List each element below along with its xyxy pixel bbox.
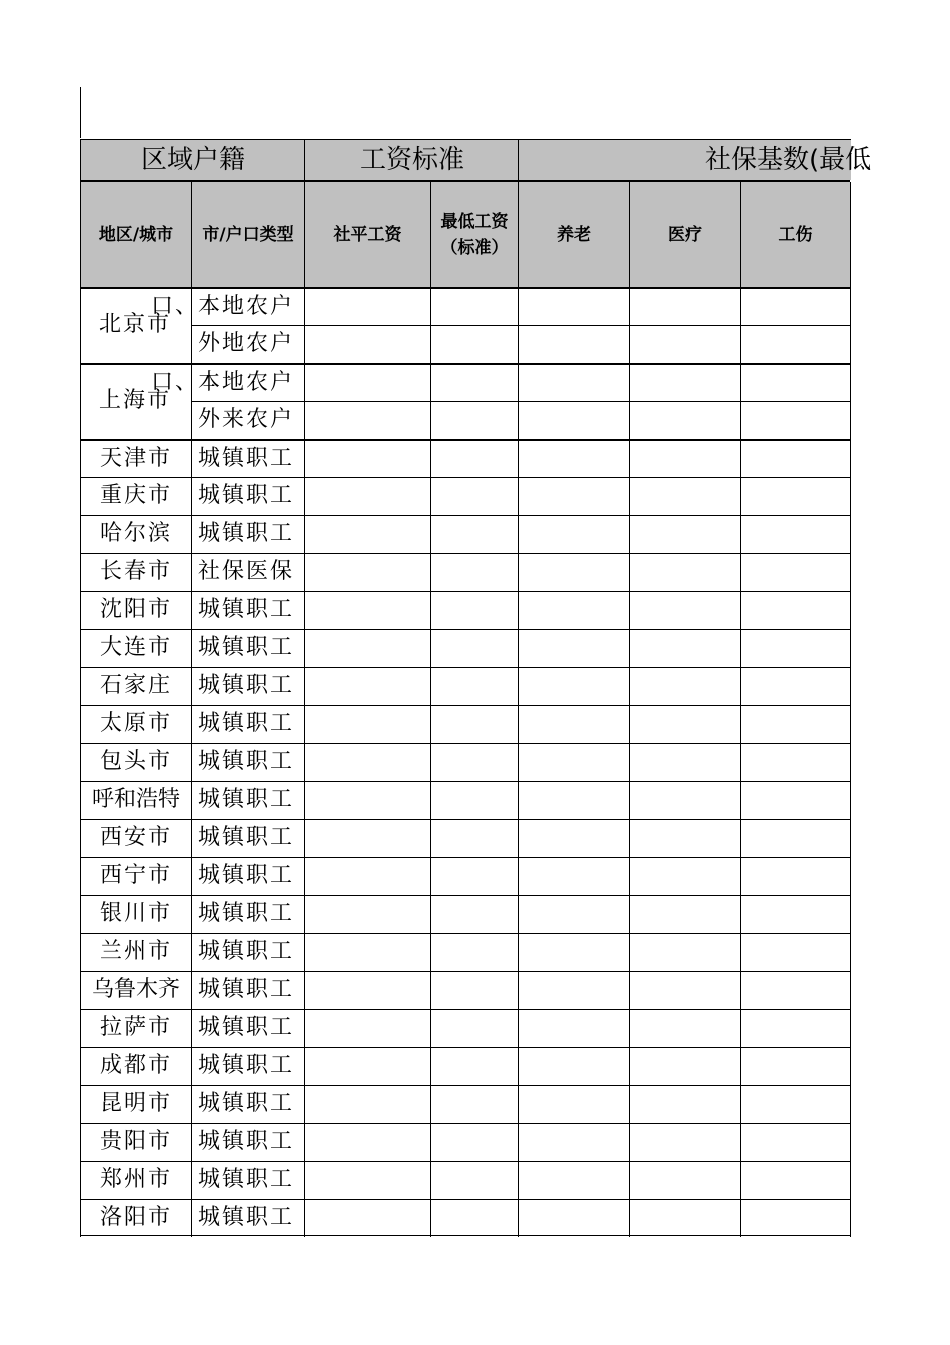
cell-avg-wage[interactable]: [304, 363, 430, 401]
cell-min-wage[interactable]: [430, 1085, 518, 1123]
cell-medical[interactable]: [629, 325, 740, 363]
cell-city[interactable]: 包头市: [80, 743, 191, 781]
cell-injury[interactable]: [740, 743, 851, 781]
cell-medical[interactable]: [629, 591, 740, 629]
cell-hukou-type[interactable]: 外来农户: [191, 401, 304, 439]
column-header-row: [80, 180, 850, 287]
table-row: [80, 819, 851, 857]
cell-injury[interactable]: [740, 629, 851, 667]
cell-injury[interactable]: [740, 325, 851, 363]
cell-injury[interactable]: [740, 1199, 851, 1237]
cell-hukou-type[interactable]: 城镇职工: [191, 705, 304, 743]
cell-min-wage[interactable]: [430, 1047, 518, 1085]
cell-city[interactable]: 洛阳市: [80, 1199, 191, 1237]
cell-hukou-type[interactable]: 外地农户: [191, 325, 304, 363]
cell-avg-wage[interactable]: [304, 1161, 430, 1199]
cell-avg-wage[interactable]: [304, 591, 430, 629]
group-header-social: [518, 139, 872, 180]
cell-avg-wage[interactable]: [304, 933, 430, 971]
cell-hukou-type[interactable]: 城镇职工: [191, 933, 304, 971]
cell-medical[interactable]: [629, 439, 740, 477]
table-row: [80, 553, 851, 591]
cell-injury[interactable]: [740, 553, 851, 591]
cell-min-wage[interactable]: [430, 819, 518, 857]
cell-medical[interactable]: [629, 781, 740, 819]
cell-injury[interactable]: [740, 363, 851, 401]
cell-injury[interactable]: [740, 591, 851, 629]
cell-pension[interactable]: [518, 439, 629, 477]
cell-injury[interactable]: [740, 1085, 851, 1123]
col-header-medical: 医疗: [629, 182, 740, 287]
cell-pension[interactable]: [518, 781, 629, 819]
table-row: [80, 1199, 851, 1237]
col-header-min-wage: [430, 182, 518, 287]
cell-hukou-type[interactable]: 城镇职工: [191, 1047, 304, 1085]
cell-city[interactable]: 大连市: [80, 629, 191, 667]
cell-avg-wage[interactable]: [304, 325, 430, 363]
cell-injury[interactable]: [740, 439, 851, 477]
table-bottom-border: [80, 1235, 851, 1236]
city-name: 北京市: [99, 312, 172, 337]
cell-avg-wage[interactable]: [304, 705, 430, 743]
cell-avg-wage[interactable]: [304, 1085, 430, 1123]
cell-injury[interactable]: [740, 895, 851, 933]
cell-min-wage[interactable]: [430, 401, 518, 439]
cell-hukou-type[interactable]: 城镇职工: [191, 1123, 304, 1161]
table-row: [80, 287, 851, 337]
cell-medical[interactable]: [629, 1009, 740, 1047]
cell-medical[interactable]: [629, 971, 740, 1009]
cell-hukou-type[interactable]: 城镇职工: [191, 439, 304, 477]
cell-hukou-type[interactable]: 本地农户: [191, 363, 304, 401]
col-header-pension: 养老: [518, 182, 629, 287]
cell-hukou-type[interactable]: 城镇职工: [191, 743, 304, 781]
table-row: [80, 325, 851, 363]
table-row: [80, 1123, 851, 1161]
cell-hukou-type[interactable]: 城镇职工: [191, 857, 304, 895]
col-header-min-wage-line1: 最低工资: [440, 211, 509, 232]
cell-medical[interactable]: [629, 1199, 740, 1237]
cell-city[interactable]: 西宁市: [80, 857, 191, 895]
col-header-city: 地区/城市: [80, 182, 191, 287]
cell-min-wage[interactable]: [430, 933, 518, 971]
cell-pension[interactable]: [518, 477, 629, 515]
cell-medical[interactable]: [629, 515, 740, 553]
col-header-avg-wage: 社平工资: [304, 182, 430, 287]
cell-hukou-type[interactable]: 城镇职工: [191, 629, 304, 667]
cell-medical[interactable]: [629, 933, 740, 971]
corner-line: [80, 87, 81, 138]
cell-injury[interactable]: [740, 705, 851, 743]
table-row: [80, 363, 851, 413]
cell-injury[interactable]: [740, 781, 851, 819]
cell-injury[interactable]: [740, 971, 851, 1009]
cell-city[interactable]: 银川市: [80, 895, 191, 933]
group-header-row: [80, 139, 872, 181]
cell-avg-wage[interactable]: [304, 857, 430, 895]
cell-avg-wage[interactable]: [304, 553, 430, 591]
cell-city[interactable]: 长春市: [80, 553, 191, 591]
cell-hukou-type[interactable]: 城镇职工: [191, 667, 304, 705]
table-row: [80, 933, 851, 971]
cell-injury[interactable]: [740, 667, 851, 705]
cell-injury[interactable]: [740, 1047, 851, 1085]
table-row: [80, 971, 851, 1009]
cell-min-wage[interactable]: [430, 1123, 518, 1161]
cell-city[interactable]: 郑州市: [80, 1161, 191, 1199]
cell-min-wage[interactable]: [430, 743, 518, 781]
cell-city[interactable]: 天津市: [80, 439, 191, 477]
table-row: [80, 591, 851, 629]
table-row: [80, 629, 851, 667]
cell-medical[interactable]: [629, 1047, 740, 1085]
cell-injury[interactable]: [740, 1009, 851, 1047]
table-row: [80, 1085, 851, 1123]
cell-hukou-type[interactable]: 城镇职工: [191, 1161, 304, 1199]
cell-avg-wage[interactable]: [304, 1199, 430, 1237]
cell-city[interactable]: 贵阳市: [80, 1123, 191, 1161]
table-row: [80, 401, 851, 439]
cell-pension[interactable]: [518, 1123, 629, 1161]
cell-pension[interactable]: [518, 515, 629, 553]
cell-min-wage[interactable]: [430, 781, 518, 819]
cell-pension[interactable]: [518, 705, 629, 743]
cell-city[interactable]: 沈阳市: [80, 591, 191, 629]
cell-avg-wage[interactable]: [304, 477, 430, 515]
cell-avg-wage[interactable]: [304, 1009, 430, 1047]
cell-medical[interactable]: [629, 1123, 740, 1161]
cell-min-wage[interactable]: [430, 705, 518, 743]
cell-min-wage[interactable]: [430, 363, 518, 401]
cell-medical[interactable]: [629, 667, 740, 705]
cell-injury[interactable]: [740, 857, 851, 895]
cell-pension[interactable]: [518, 401, 629, 439]
cell-hukou-type[interactable]: 城镇职工: [191, 515, 304, 553]
table-row: [80, 667, 851, 705]
cell-city[interactable]: 乌鲁木齐: [80, 971, 191, 1009]
cell-medical[interactable]: [629, 857, 740, 895]
cell-medical[interactable]: [629, 629, 740, 667]
cell-city[interactable]: 哈尔滨: [80, 515, 191, 553]
cell-min-wage[interactable]: [430, 287, 518, 325]
cell-avg-wage[interactable]: [304, 895, 430, 933]
cell-pension[interactable]: [518, 819, 629, 857]
cell-pension[interactable]: [518, 363, 629, 401]
cell-hukou-type[interactable]: 城镇职工: [191, 1085, 304, 1123]
cell-city[interactable]: 西安市: [80, 819, 191, 857]
cell-avg-wage[interactable]: [304, 439, 430, 477]
cell-min-wage[interactable]: [430, 971, 518, 1009]
cell-injury[interactable]: [740, 1161, 851, 1199]
cell-pension[interactable]: [518, 553, 629, 591]
cell-pension[interactable]: [518, 1161, 629, 1199]
cell-medical[interactable]: [629, 1161, 740, 1199]
cell-avg-wage[interactable]: [304, 1123, 430, 1161]
cell-hukou-type[interactable]: 社保医保: [191, 553, 304, 591]
table-row: [80, 439, 851, 477]
cell-pension[interactable]: [518, 1085, 629, 1123]
cell-injury[interactable]: [740, 819, 851, 857]
table-row: [80, 515, 851, 553]
cell-city[interactable]: 昆明市: [80, 1085, 191, 1123]
cell-avg-wage[interactable]: [304, 743, 430, 781]
cell-pension[interactable]: [518, 743, 629, 781]
cell-pension[interactable]: [518, 1047, 629, 1085]
cell-pension[interactable]: [518, 857, 629, 895]
cell-min-wage[interactable]: [430, 629, 518, 667]
cell-city[interactable]: 石家庄: [80, 667, 191, 705]
cell-pension[interactable]: [518, 325, 629, 363]
cell-pension[interactable]: [518, 895, 629, 933]
cell-medical[interactable]: [629, 895, 740, 933]
cell-pension[interactable]: [518, 591, 629, 629]
cell-avg-wage[interactable]: [304, 667, 430, 705]
cell-hukou-type[interactable]: 城镇职工: [191, 819, 304, 857]
table-row: [80, 1009, 851, 1047]
cell-avg-wage[interactable]: [304, 781, 430, 819]
cell-min-wage[interactable]: [430, 477, 518, 515]
cell-avg-wage[interactable]: [304, 819, 430, 857]
table-row: [80, 705, 851, 743]
group-header-region: 区域户籍: [80, 139, 305, 180]
cell-min-wage[interactable]: [430, 1009, 518, 1047]
cell-injury[interactable]: [740, 515, 851, 553]
cell-injury[interactable]: [740, 287, 851, 325]
cell-avg-wage[interactable]: [304, 287, 430, 325]
cell-city-merged[interactable]: [80, 363, 200, 439]
cell-city[interactable]: 太原市: [80, 705, 191, 743]
cell-medical[interactable]: [629, 401, 740, 439]
col-header-injury: 工伤: [740, 182, 851, 287]
cell-medical[interactable]: [629, 705, 740, 743]
cell-avg-wage[interactable]: [304, 971, 430, 1009]
col-header-min-wage-line2: （标准）: [440, 237, 509, 258]
cell-medical[interactable]: [629, 819, 740, 857]
cell-min-wage[interactable]: [430, 591, 518, 629]
cell-medical[interactable]: [629, 1085, 740, 1123]
cell-hukou-type[interactable]: 城镇职工: [191, 591, 304, 629]
cell-injury[interactable]: [740, 1123, 851, 1161]
cell-city[interactable]: 重庆市: [80, 477, 191, 515]
cell-medical[interactable]: [629, 743, 740, 781]
cell-min-wage[interactable]: [430, 895, 518, 933]
col-header-hukou-type: 市/户口类型: [191, 182, 304, 287]
overflow-text: 口、: [151, 294, 200, 319]
cell-city[interactable]: 成都市: [80, 1047, 191, 1085]
overflow-text: 口、: [151, 370, 200, 395]
cell-min-wage[interactable]: [430, 515, 518, 553]
cell-pension[interactable]: [518, 629, 629, 667]
cell-pension[interactable]: [518, 1009, 629, 1047]
cell-avg-wage[interactable]: [304, 1047, 430, 1085]
cell-min-wage[interactable]: [430, 553, 518, 591]
table-row: [80, 1047, 851, 1085]
group-header-social-label: 社保基数(最低: [705, 145, 872, 175]
cell-medical[interactable]: [629, 477, 740, 515]
cell-medical[interactable]: [629, 553, 740, 591]
data-table: [80, 287, 851, 1237]
cell-hukou-type[interactable]: 本地农户: [191, 287, 304, 325]
cell-pension[interactable]: [518, 1199, 629, 1237]
cell-min-wage[interactable]: [430, 325, 518, 363]
cell-min-wage[interactable]: [430, 1199, 518, 1237]
table-row: [80, 895, 851, 933]
cell-hukou-type[interactable]: 城镇职工: [191, 895, 304, 933]
cell-pension[interactable]: [518, 971, 629, 1009]
cell-city[interactable]: 呼和浩特: [80, 781, 191, 819]
cell-min-wage[interactable]: [430, 1161, 518, 1199]
city-name: 上海市: [99, 388, 172, 413]
cell-hukou-type[interactable]: 城镇职工: [191, 1009, 304, 1047]
table-row: [80, 1161, 851, 1199]
cell-city[interactable]: 拉萨市: [80, 1009, 191, 1047]
cell-city[interactable]: 兰州市: [80, 933, 191, 971]
cell-pension[interactable]: [518, 933, 629, 971]
cell-injury[interactable]: [740, 401, 851, 439]
table-row: [80, 781, 851, 819]
cell-hukou-type[interactable]: 城镇职工: [191, 781, 304, 819]
table-row: [80, 477, 851, 515]
cell-avg-wage[interactable]: [304, 401, 430, 439]
cell-injury[interactable]: [740, 933, 851, 971]
cell-medical[interactable]: [629, 363, 740, 401]
cell-city-merged[interactable]: [80, 287, 200, 363]
cell-pension[interactable]: [518, 287, 629, 325]
cell-hukou-type[interactable]: 城镇职工: [191, 1199, 304, 1237]
cell-hukou-type[interactable]: 城镇职工: [191, 971, 304, 1009]
group-header-wage: 工资标准: [304, 139, 519, 180]
table-row: [80, 743, 851, 781]
cell-medical[interactable]: [629, 287, 740, 325]
cell-min-wage[interactable]: [430, 857, 518, 895]
cell-avg-wage[interactable]: [304, 515, 430, 553]
cell-hukou-type[interactable]: 城镇职工: [191, 477, 304, 515]
table-row: [80, 857, 851, 895]
cell-injury[interactable]: [740, 477, 851, 515]
cell-avg-wage[interactable]: [304, 629, 430, 667]
cell-min-wage[interactable]: [430, 439, 518, 477]
cell-pension[interactable]: [518, 667, 629, 705]
cell-min-wage[interactable]: [430, 667, 518, 705]
